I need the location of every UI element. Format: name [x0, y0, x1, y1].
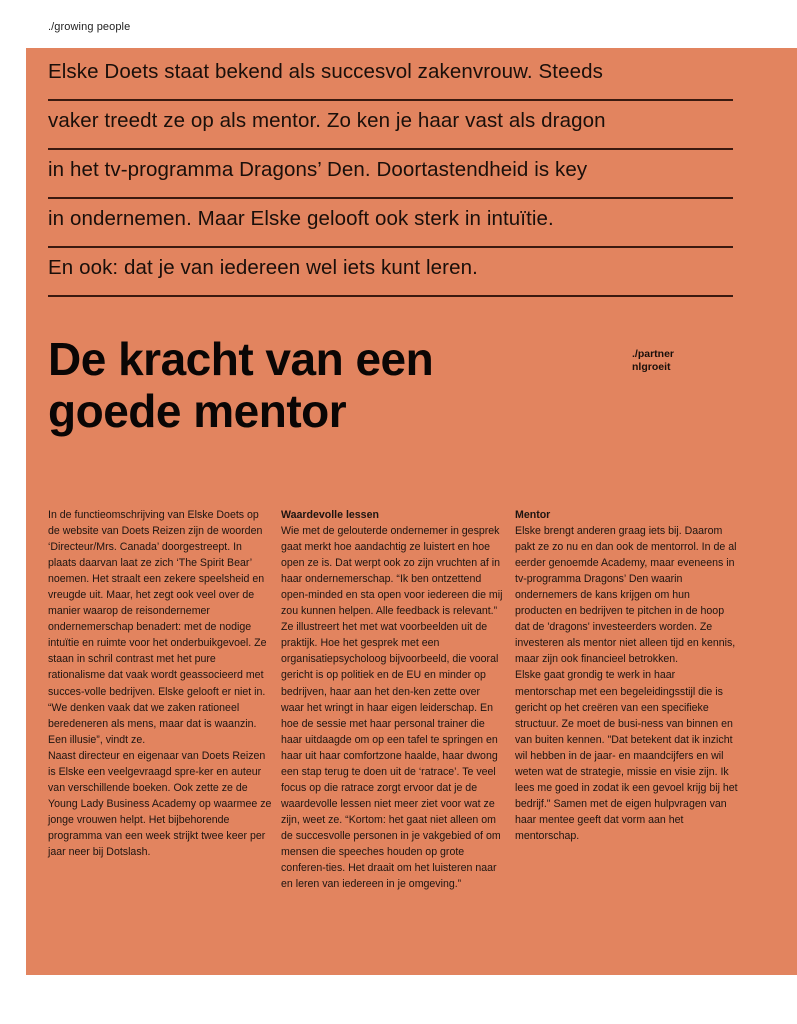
body-paragraph: Elske brengt anderen graag iets bij. Daarom pakt ze zo nu en dan ook de mentorrol. In de al eerder genoemde Academy, maar eveneens in tv-programma Dragons’ Den waarin ondernemers de kans krijgen om hun producten en bedrijven te pitchen in de hoop dat de 'dragons' investeerders worden. Ze investeren als mentor niet alleen tijd en kennis, maar zijn ook financieel betrokken. [515, 525, 737, 666]
column-subheading: Mentor [515, 509, 551, 521]
intro-line: in ondernemen. Maar Elske gelooft ook sterk in intuïtie. [48, 199, 733, 248]
section-label: ./growing people [48, 21, 131, 33]
article-column-3 [515, 507, 739, 844]
body-paragraph: In de functieomschrijving van Elske Doets op de website van Doets Reizen zijn de woorden ‘Directeur/Mrs. Canada’ doorgestreept. In plaats daarvan laat ze zich ‘The Spirit Bear’ noemen. Het straalt een zekere speelsheid en vreugde uit. Maar, het zegt ook veel over de manier waarop de reisondernemer ondernemerschap benadert: met de nodige intuïtie en ruimte voor het onderbuikgevoel. Ze staan in schril contrast met het pure rationalisme dat vaak wordt geassocieerd met succes-volle bedrijven. Elske gelooft er niet in. “We denken vaak dat we zaken rationeel beredeneren als mens, maar dat is waanzin. Een illusie”, vindt ze. [48, 509, 267, 746]
body-paragraph: Naast directeur en eigenaar van Doets Reizen is Elske een veelgevraagd spre-ker en auteur van verschillende boeken. Ook zette ze de Young Lady Business Academy op waarmee ze jonge vrouwen helpt. Het bijbehorende programma van een week strijkt twee keer per jaar neer bij Dotslash. [48, 749, 272, 858]
intro-line: En ook: dat je van iedereen wel iets kunt leren. [48, 248, 733, 297]
body-paragraph: Elske gaat grondig te werk in haar mentorschap met een begeleidingsstijl die is gericht op het creëren van een specifieke structuur. Ze moet de busi-ness van binnen en van buiten kennen. "Dat betekent dat ik inzicht wil hebben in de jaar- en maandcijfers en wil weten wat de strategie, missie en visie zijn. Ik lees me goed in zodat ik een gevoel krijg bij het bedrijf." Samen met de eigen hulpvragen van haar mentee geeft dat vorm aan het mentorschap. [515, 669, 738, 842]
partner-label: ./partner [632, 348, 675, 360]
headline-line-2: goede mentor [48, 385, 347, 437]
intro-line: Elske Doets staat bekend als succesvol zakenvrouw. Steeds [48, 52, 733, 101]
column-subheading: Waardevolle lessen [281, 509, 379, 521]
intro-line: vaker treedt ze op als mentor. Zo ken je haar vast als dragon [48, 101, 733, 150]
article-headline [48, 333, 433, 437]
intro-text [48, 52, 733, 297]
body-paragraph: Wie met de gelouterde ondernemer in gesprek gaat merkt hoe aandachtig ze luistert en hoe open ze is. Dat werpt ook zo zijn vruchten af in haar ondernemerschap. “Ik ben ontzettend open-minded en sta open voor iedereen die mij zou kunnen helpen. Alle feedback is relevant.” [281, 525, 503, 618]
partner-credit [632, 348, 674, 374]
article-panel [26, 48, 797, 975]
body-paragraph: Ze illustreert het met wat voorbeelden uit de praktijk. Hoe het gesprek met een organisatiepsycholoog bijvoorbeeld, die vooral gericht is op politiek en de EU en minder op bedrijven, haar aan het den-ken zette over waar het wringt in haar eigen leiderschap. En hoe de sessie met haar personal trainer die haar uitdaagde om op een tafel te springen en haar uit haar comfortzone haalde, haar dwong een stap terug te doen uit de ‘ratrace’. Te veel focus op die ratrace zorgt ervoor dat je de waardevolle lessen niet meer ziet voor wat ze zijn, weet ze. “Kortom: het gaat niet alleen om de succesvolle personen in je vakgebied of om mensen die speeches houden op grote conferen-ties. Het draait om het luisteren naar en leren van iedereen in je omgeving.” [281, 621, 501, 891]
intro-line: in het tv-programma Dragons’ Den. Doortastendheid is key [48, 150, 733, 199]
article-column-1 [48, 507, 272, 860]
partner-name: nlgroeit [632, 361, 671, 373]
headline-line-1: De kracht van een [48, 333, 434, 385]
article-column-2 [281, 507, 505, 892]
